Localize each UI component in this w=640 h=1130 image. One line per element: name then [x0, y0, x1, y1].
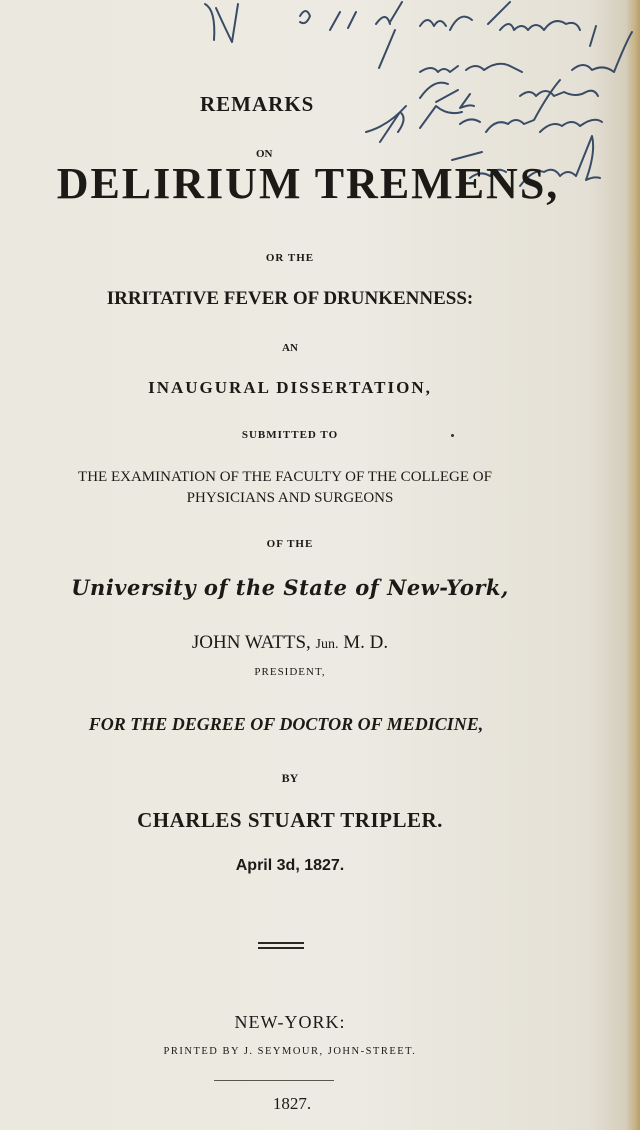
- or-the-connector: OR THE: [265, 252, 315, 264]
- page-edge: [626, 0, 640, 1130]
- handwritten-inscription: [0, 0, 640, 260]
- date-line: April 3d, 1827.: [235, 857, 345, 874]
- an-connector: AN: [282, 342, 298, 354]
- president-line: [0, 632, 580, 654]
- on-connector: ON: [256, 148, 273, 160]
- university-name: University of the State of New-York,: [71, 575, 509, 600]
- double-rule-top: [258, 942, 304, 944]
- dissertation-label: INAUGURAL DISSERTATION,: [148, 378, 432, 397]
- double-rule-bottom: [258, 947, 304, 949]
- printer-line: PRINTED BY J. SEYMOUR, JOHN-STREET.: [163, 1046, 417, 1057]
- president-name: JOHN WATTS,: [191, 632, 311, 653]
- imprint-year: 1827.: [272, 1094, 312, 1113]
- imprint-rule: [214, 1080, 334, 1081]
- president-degree: M. D.: [343, 632, 389, 653]
- by-connector: BY: [281, 771, 299, 785]
- submitted-to-label: SUBMITTED TO: [241, 429, 339, 441]
- author-name: CHARLES STUART TRIPLER.: [137, 808, 443, 832]
- imprint-city: NEW-YORK:: [234, 1012, 346, 1032]
- of-the-connector: OF THE: [266, 538, 314, 550]
- ink-speck: [451, 434, 454, 437]
- examination-line-2: PHYSICIANS AND SURGEONS: [186, 490, 394, 506]
- remarks-heading: REMARKS: [200, 92, 315, 116]
- president-suffix: Jun.: [315, 637, 339, 652]
- subtitle: IRRITATIVE FEVER OF DRUNKENNESS:: [106, 288, 474, 309]
- main-title: DELIRIUM TREMENS,: [56, 159, 560, 208]
- degree-line: FOR THE DEGREE OF DOCTOR OF MEDICINE,: [88, 714, 484, 734]
- president-title: PRESIDENT,: [254, 666, 326, 678]
- examination-line-1: THE EXAMINATION OF THE FACULTY OF THE COLLEGE OF: [78, 469, 492, 485]
